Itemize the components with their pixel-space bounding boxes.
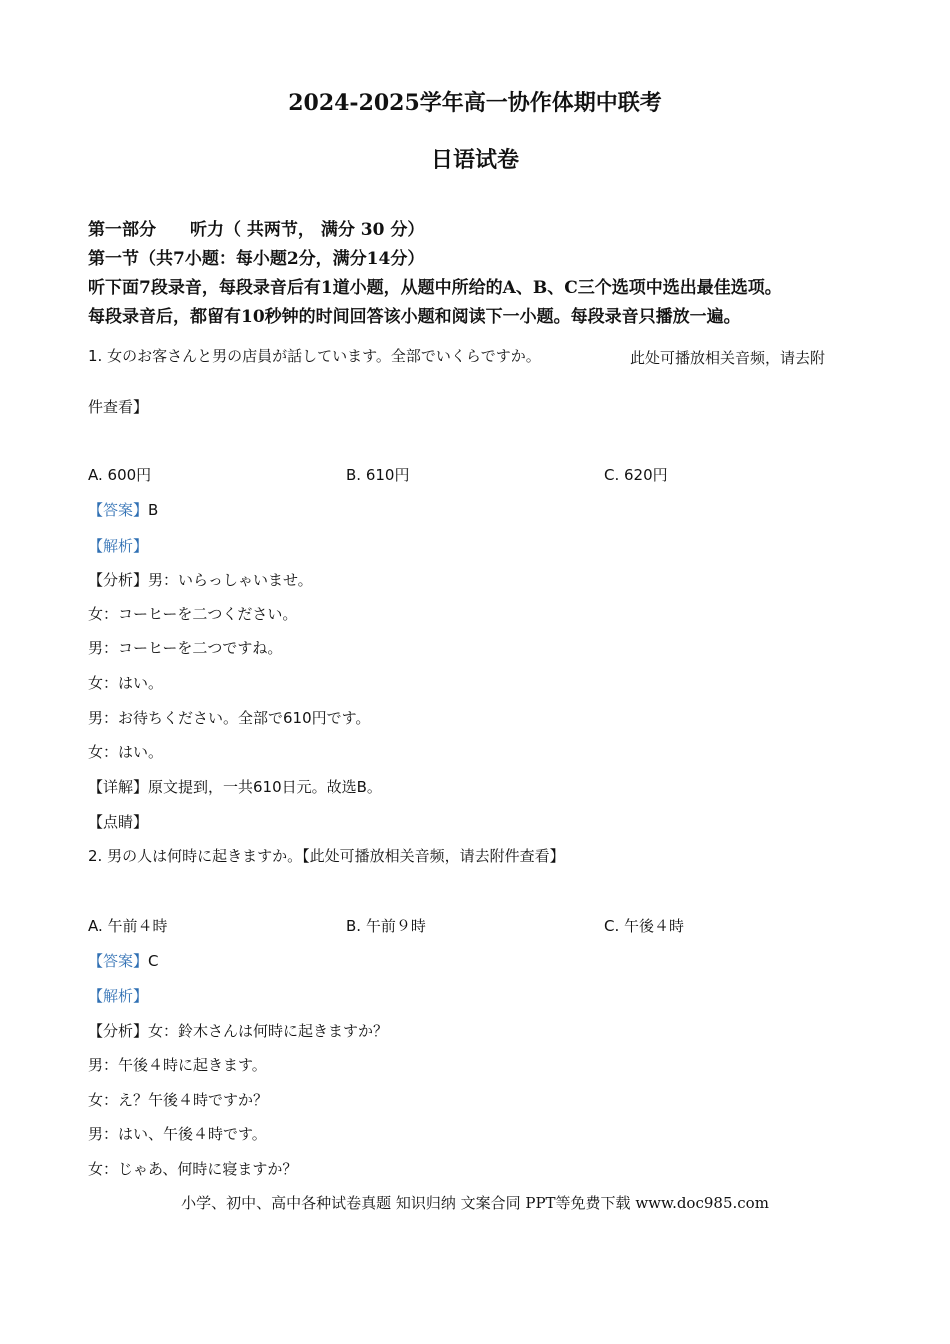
- answer-label: 【答案】: [88, 501, 149, 519]
- q2-stem: 2. 男の人は何時に起きますか。【此处可播放相关音频，请去附件查看】: [88, 847, 565, 865]
- part-header: 第一部分 听力（ 共两节， 满分 30 分）: [88, 220, 425, 240]
- q1-tip: 【点睛】: [88, 813, 149, 831]
- q2-analysis-label: 【解析】: [88, 987, 149, 1005]
- q1-dialogue-line: [88, 569, 313, 590]
- q1-analysis-label: 【解析】: [88, 537, 149, 555]
- q2-dialogue-line: 女：え？午後４時ですか？: [88, 1091, 269, 1109]
- q2-dialogue-line: 女：じゃあ、何時に寝ますか？: [88, 1160, 298, 1178]
- q2-dialogue-line: [88, 1020, 388, 1041]
- dialogue-text: 男：いらっしゃいませ。: [148, 571, 313, 589]
- q1-stem: 1. 女のお客さんと男の店員が話しています。全部でいくらですか。: [88, 347, 541, 365]
- dialogue-text: 女：鈴木さんは何時に起きますか？: [148, 1022, 389, 1040]
- q1-answer: [88, 499, 158, 520]
- q1-audio-note: 此处可播放相关音频，请去附: [630, 349, 826, 367]
- q1-detail: 【详解】原文提到，一共610日元。故选B。: [88, 778, 382, 796]
- q1-option-a: A. 600円: [88, 466, 152, 484]
- q2-answer: [88, 950, 159, 971]
- q2-dialogue-line: 男：午後４時に起きます。: [88, 1056, 267, 1074]
- instruction-line-2: 每段录音后，都留有10秒钟的时间回答该小题和阅读下一小题。每段录音只播放一遍。: [88, 307, 741, 327]
- analysis-prefix: 【分析】: [88, 571, 149, 589]
- page-footer: 小学、初中、高中各种试卷真题 知识归纳 文案合同 PPT等免费下载 www.doc985.com: [181, 1194, 769, 1212]
- exam-title: 2024-2025学年高一协作体期中联考: [288, 90, 662, 116]
- q1-dialogue-line: 女：コーヒーを二つください。: [88, 605, 298, 623]
- instruction-line-1: 听下面7段录音，每段录音后有1道小题，从题中所给的A、B、C三个选项中选出最佳选项。: [88, 278, 782, 298]
- q2-option-b: B. 午前９時: [346, 917, 426, 935]
- analysis-prefix: 【分析】: [88, 1022, 149, 1040]
- answer-label: 【答案】: [88, 952, 149, 970]
- q1-option-c: C. 620円: [604, 466, 668, 484]
- q2-option-a: A. 午前４時: [88, 917, 168, 935]
- exam-subtitle: 日语试卷: [430, 147, 519, 173]
- q1-dialogue-line: 男：コーヒーを二つですね。: [88, 639, 283, 657]
- q1-dialogue-line: 男：お待ちください。全部で610円です。: [88, 709, 371, 727]
- q1-dialogue-line: 女：はい。: [88, 743, 164, 761]
- q2-option-c: C. 午後４時: [604, 917, 685, 935]
- answer-value: C: [148, 952, 159, 970]
- answer-value: B: [148, 501, 159, 519]
- section-header: 第一节（共7小题：每小题2分，满分14分）: [88, 249, 425, 269]
- q1-dialogue-line: 女：はい。: [88, 674, 164, 692]
- q2-dialogue-line: 男：はい、午後４時です。: [88, 1125, 267, 1143]
- q1-audio-note-cont: 件查看】: [88, 398, 149, 416]
- q1-option-b: B. 610円: [346, 466, 410, 484]
